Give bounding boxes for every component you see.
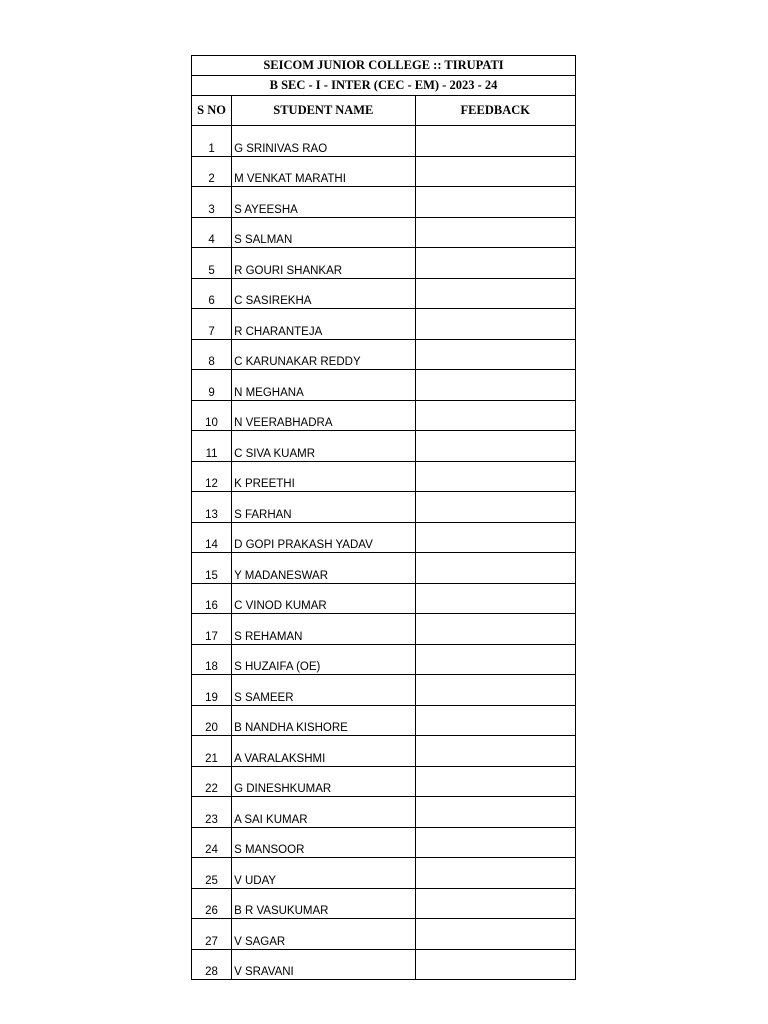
feedback-cell[interactable] [415, 400, 575, 431]
table-row [192, 431, 576, 462]
feedback-cell[interactable] [415, 492, 575, 523]
student-name-cell: D GOPI PRAKASH YADAV [232, 522, 415, 553]
table-row [192, 309, 576, 340]
student-name-cell: R CHARANTEJA [232, 309, 415, 340]
serial-number-cell: 25 [192, 858, 232, 889]
feedback-cell[interactable] [415, 766, 575, 797]
table-row [192, 827, 576, 858]
student-name-cell: V SAGAR [232, 919, 415, 950]
student-name-cell: S MANSOOR [232, 827, 415, 858]
feedback-cell[interactable] [415, 858, 575, 889]
table-row [192, 888, 576, 919]
serial-number-cell: 27 [192, 919, 232, 950]
serial-number-cell: 14 [192, 522, 232, 553]
table-row [192, 156, 576, 187]
student-name-cell: V SRAVANI [232, 949, 415, 980]
student-name-cell: K PREETHI [232, 461, 415, 492]
table-row [192, 919, 576, 950]
student-name-cell: C SIVA KUAMR [232, 431, 415, 462]
feedback-cell[interactable] [415, 919, 575, 950]
student-name-cell: S FARHAN [232, 492, 415, 523]
student-name-cell: C SASIREKHA [232, 278, 415, 309]
table-row [192, 736, 576, 767]
student-name-cell: M VENKAT MARATHI [232, 156, 415, 187]
table-row [192, 797, 576, 828]
table-row [192, 126, 576, 157]
college-title: SEICOM JUNIOR COLLEGE :: TIRUPATI [192, 56, 576, 76]
student-name-cell: N MEGHANA [232, 370, 415, 401]
serial-number-cell: 13 [192, 492, 232, 523]
table-row [192, 553, 576, 584]
column-header-sno: S NO [192, 96, 232, 126]
student-name-cell: R GOURI SHANKAR [232, 248, 415, 279]
serial-number-cell: 1 [192, 126, 232, 157]
serial-number-cell: 19 [192, 675, 232, 706]
serial-number-cell: 8 [192, 339, 232, 370]
serial-number-cell: 7 [192, 309, 232, 340]
feedback-cell[interactable] [415, 614, 575, 645]
subtitle-row [192, 76, 576, 96]
serial-number-cell: 4 [192, 217, 232, 248]
table-row [192, 644, 576, 675]
table-row [192, 400, 576, 431]
serial-number-cell: 26 [192, 888, 232, 919]
student-name-cell: S AYEESHA [232, 187, 415, 218]
feedback-cell[interactable] [415, 522, 575, 553]
table-row [192, 522, 576, 553]
table-row [192, 675, 576, 706]
serial-number-cell: 2 [192, 156, 232, 187]
serial-number-cell: 11 [192, 431, 232, 462]
column-header-student-name: STUDENT NAME [232, 96, 415, 126]
feedback-cell[interactable] [415, 949, 575, 980]
student-name-cell: V UDAY [232, 858, 415, 889]
table-row [192, 217, 576, 248]
feedback-cell[interactable] [415, 736, 575, 767]
header-row [192, 96, 576, 126]
table-row [192, 858, 576, 889]
table-row [192, 614, 576, 645]
table-row [192, 949, 576, 980]
feedback-cell[interactable] [415, 309, 575, 340]
feedback-cell[interactable] [415, 583, 575, 614]
serial-number-cell: 10 [192, 400, 232, 431]
table-row [192, 492, 576, 523]
feedback-cell[interactable] [415, 156, 575, 187]
serial-number-cell: 12 [192, 461, 232, 492]
column-header-feedback: FEEDBACK [415, 96, 575, 126]
feedback-cell[interactable] [415, 888, 575, 919]
student-name-cell: B R VASUKUMAR [232, 888, 415, 919]
student-name-cell: A VARALAKSHMI [232, 736, 415, 767]
table-row [192, 461, 576, 492]
table-row [192, 766, 576, 797]
table-row [192, 705, 576, 736]
student-name-cell: A SAI KUMAR [232, 797, 415, 828]
serial-number-cell: 9 [192, 370, 232, 401]
title-row [192, 56, 576, 76]
feedback-cell[interactable] [415, 705, 575, 736]
feedback-cell[interactable] [415, 278, 575, 309]
serial-number-cell: 21 [192, 736, 232, 767]
feedback-cell[interactable] [415, 217, 575, 248]
feedback-cell[interactable] [415, 461, 575, 492]
feedback-cell[interactable] [415, 187, 575, 218]
serial-number-cell: 17 [192, 614, 232, 645]
serial-number-cell: 20 [192, 705, 232, 736]
feedback-cell[interactable] [415, 797, 575, 828]
student-name-cell: G SRINIVAS RAO [232, 126, 415, 157]
serial-number-cell: 23 [192, 797, 232, 828]
table-row [192, 583, 576, 614]
serial-number-cell: 3 [192, 187, 232, 218]
student-name-cell: G DINESHKUMAR [232, 766, 415, 797]
feedback-cell[interactable] [415, 126, 575, 157]
serial-number-cell: 28 [192, 949, 232, 980]
serial-number-cell: 5 [192, 248, 232, 279]
feedback-cell[interactable] [415, 431, 575, 462]
student-name-cell: B NANDHA KISHORE [232, 705, 415, 736]
student-name-cell: S REHAMAN [232, 614, 415, 645]
student-name-cell: Y MADANESWAR [232, 553, 415, 584]
student-feedback-table [191, 55, 576, 980]
table-row [192, 248, 576, 279]
serial-number-cell: 24 [192, 827, 232, 858]
table-row [192, 370, 576, 401]
serial-number-cell: 22 [192, 766, 232, 797]
student-name-cell: C KARUNAKAR REDDY [232, 339, 415, 370]
serial-number-cell: 15 [192, 553, 232, 584]
feedback-cell[interactable] [415, 675, 575, 706]
feedback-cell[interactable] [415, 370, 575, 401]
feedback-cell[interactable] [415, 553, 575, 584]
student-name-cell: S SAMEER [232, 675, 415, 706]
serial-number-cell: 18 [192, 644, 232, 675]
student-name-cell: S HUZAIFA (OE) [232, 644, 415, 675]
class-subtitle: B SEC - I - INTER (CEC - EM) - 2023 - 24 [192, 76, 576, 96]
serial-number-cell: 6 [192, 278, 232, 309]
table-row [192, 187, 576, 218]
table-row [192, 278, 576, 309]
feedback-cell[interactable] [415, 248, 575, 279]
student-name-cell: C VINOD KUMAR [232, 583, 415, 614]
student-name-cell: N VEERABHADRA [232, 400, 415, 431]
student-name-cell: S SALMAN [232, 217, 415, 248]
feedback-cell[interactable] [415, 339, 575, 370]
serial-number-cell: 16 [192, 583, 232, 614]
table-row [192, 339, 576, 370]
feedback-cell[interactable] [415, 644, 575, 675]
feedback-cell[interactable] [415, 827, 575, 858]
